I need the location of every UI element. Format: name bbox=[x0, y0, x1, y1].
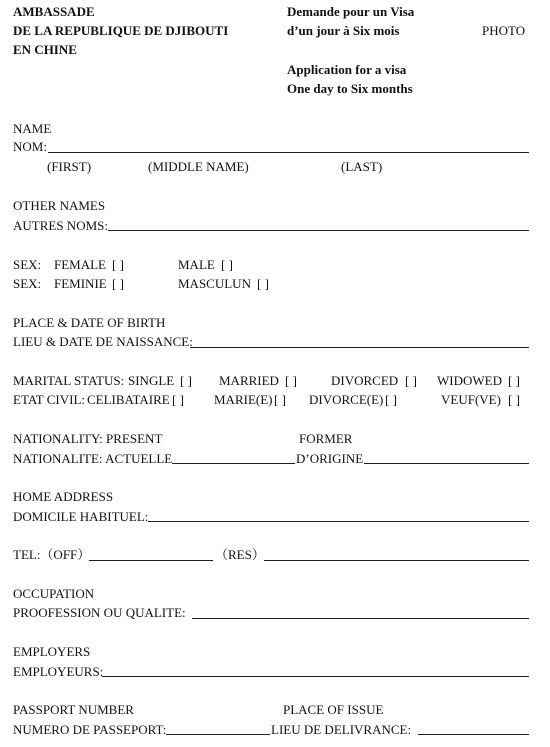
marital-widowed-checkbox[interactable]: [ ] bbox=[508, 373, 520, 388]
birth-underline bbox=[190, 347, 529, 348]
tel-res-underline bbox=[264, 560, 529, 561]
issue-label-en: PLACE OF ISSUE bbox=[283, 702, 384, 717]
employers-underline bbox=[102, 676, 529, 677]
marital-veuf-checkbox[interactable]: [ ] bbox=[508, 392, 520, 407]
nationality-label-fr: NATIONALITE: ACTUELLE bbox=[13, 451, 173, 466]
issue-field[interactable] bbox=[420, 719, 528, 734]
marital-single-checkbox[interactable]: [ ] bbox=[180, 373, 192, 388]
sex-male-checkbox[interactable]: [ ] bbox=[221, 257, 233, 272]
name-last-caption: (LAST) bbox=[341, 159, 383, 174]
passport-label-fr: NUMERO DE PASSEPORT: bbox=[13, 722, 167, 737]
other-names-field[interactable] bbox=[110, 215, 528, 230]
tel-label: TEL:（OFF） bbox=[13, 547, 91, 562]
marital-celibataire-checkbox[interactable]: [ ] bbox=[172, 392, 184, 407]
sex-label-en: SEX: bbox=[13, 257, 42, 272]
photo-label: PHOTO bbox=[482, 23, 526, 38]
embassy-line-2: DE LA REPUBLIQUE DE DJIBOUTI bbox=[13, 23, 229, 38]
employers-label-fr: EMPLOYEURS: bbox=[13, 664, 104, 679]
embassy-line-3: EN CHINE bbox=[13, 42, 77, 57]
marital-divorce-checkbox[interactable]: [ ] bbox=[385, 392, 397, 407]
marital-married-label: MARRIED bbox=[219, 373, 279, 388]
marital-marie-label: MARIE(E) bbox=[214, 392, 273, 407]
name-underline bbox=[48, 152, 529, 153]
sex-female-checkbox[interactable]: [ ] bbox=[112, 257, 124, 272]
embassy-line-1: AMBASSADE bbox=[13, 4, 95, 19]
employers-label-en: EMPLOYERS bbox=[13, 644, 91, 659]
sex-male-label: MALE bbox=[178, 257, 215, 272]
nationality-former-label-en: FORMER bbox=[299, 431, 353, 446]
nationality-former-label-fr: D’ORIGINE bbox=[296, 451, 364, 466]
marital-divorced-label: DIVORCED bbox=[331, 373, 399, 388]
marital-label-en: MARITAL STATUS: bbox=[13, 373, 125, 388]
name-field[interactable] bbox=[50, 137, 528, 152]
marital-widowed-label: WIDOWED bbox=[437, 373, 502, 388]
marital-marie-checkbox[interactable]: [ ] bbox=[274, 392, 286, 407]
address-field[interactable] bbox=[150, 506, 528, 521]
nationality-former-underline bbox=[364, 463, 529, 464]
sex-feminie-label: FEMINIE bbox=[54, 276, 107, 291]
issue-label-fr: LIEU DE DELIVRANCE: bbox=[271, 722, 412, 737]
sex-masculun-label: MASCULUN bbox=[178, 276, 251, 291]
other-names-label-en: OTHER NAMES bbox=[13, 198, 106, 213]
name-label-en: NAME bbox=[13, 121, 52, 136]
address-label-en: HOME ADDRESS bbox=[13, 489, 114, 504]
sex-label-fr: SEX: bbox=[13, 276, 42, 291]
occupation-field[interactable] bbox=[194, 603, 528, 618]
name-middle-caption: (MIDDLE NAME) bbox=[148, 159, 249, 174]
nationality-present-field[interactable] bbox=[174, 448, 294, 463]
address-underline bbox=[148, 521, 529, 522]
address-label-fr: DOMICILE HABITUEL: bbox=[13, 509, 149, 524]
name-label-fr: NOM: bbox=[13, 139, 47, 154]
marital-celibataire-label: CELIBATAIRE bbox=[87, 392, 170, 407]
other-names-underline bbox=[108, 230, 529, 231]
marital-divorce-label: DIVORCE(E) bbox=[309, 392, 384, 407]
title-fr-line-1: Demande pour un Visa bbox=[287, 4, 415, 19]
sex-female-label: FEMALE bbox=[54, 257, 106, 272]
marital-single-label: SINGLE bbox=[128, 373, 175, 388]
nationality-present-underline bbox=[172, 463, 295, 464]
other-names-label-fr: AUTRES NOMS: bbox=[13, 218, 108, 233]
sex-masculun-checkbox[interactable]: [ ] bbox=[257, 276, 269, 291]
issue-underline bbox=[418, 734, 529, 735]
marital-married-checkbox[interactable]: [ ] bbox=[285, 373, 297, 388]
marital-label-fr: ETAT CIVIL: bbox=[13, 392, 86, 407]
nationality-former-field[interactable] bbox=[366, 448, 528, 463]
birth-label-fr: LIEU & DATE DE NAISSANCE: bbox=[13, 334, 193, 349]
title-en-line-2: One day to Six months bbox=[287, 81, 413, 96]
birth-field[interactable] bbox=[192, 332, 528, 347]
name-first-caption: (FIRST) bbox=[47, 159, 92, 174]
occupation-underline bbox=[192, 618, 529, 619]
marital-veuf-label: VEUF(VE) bbox=[441, 392, 501, 407]
title-en-line-1: Application for a visa bbox=[287, 62, 407, 77]
sex-feminie-checkbox[interactable]: [ ] bbox=[112, 276, 124, 291]
tel-res-field[interactable] bbox=[266, 545, 528, 560]
passport-label-en: PASSPORT NUMBER bbox=[13, 702, 134, 717]
tel-off-field[interactable] bbox=[91, 545, 212, 560]
passport-number-underline bbox=[166, 734, 270, 735]
marital-divorced-checkbox[interactable]: [ ] bbox=[405, 373, 417, 388]
nationality-label-en: NATIONALITY: PRESENT bbox=[13, 431, 163, 446]
tel-off-underline bbox=[89, 560, 213, 561]
occupation-label-fr: PROOFESSION OU QUALITE: bbox=[13, 605, 186, 620]
birth-label-en: PLACE & DATE OF BIRTH bbox=[13, 315, 166, 330]
tel-res-label: （RES） bbox=[215, 547, 265, 562]
passport-number-field[interactable] bbox=[168, 719, 269, 734]
occupation-label-en: OCCUPATION bbox=[13, 586, 95, 601]
employers-field[interactable] bbox=[104, 661, 528, 676]
title-fr-line-2: d’un jour à Six mois bbox=[287, 23, 400, 38]
